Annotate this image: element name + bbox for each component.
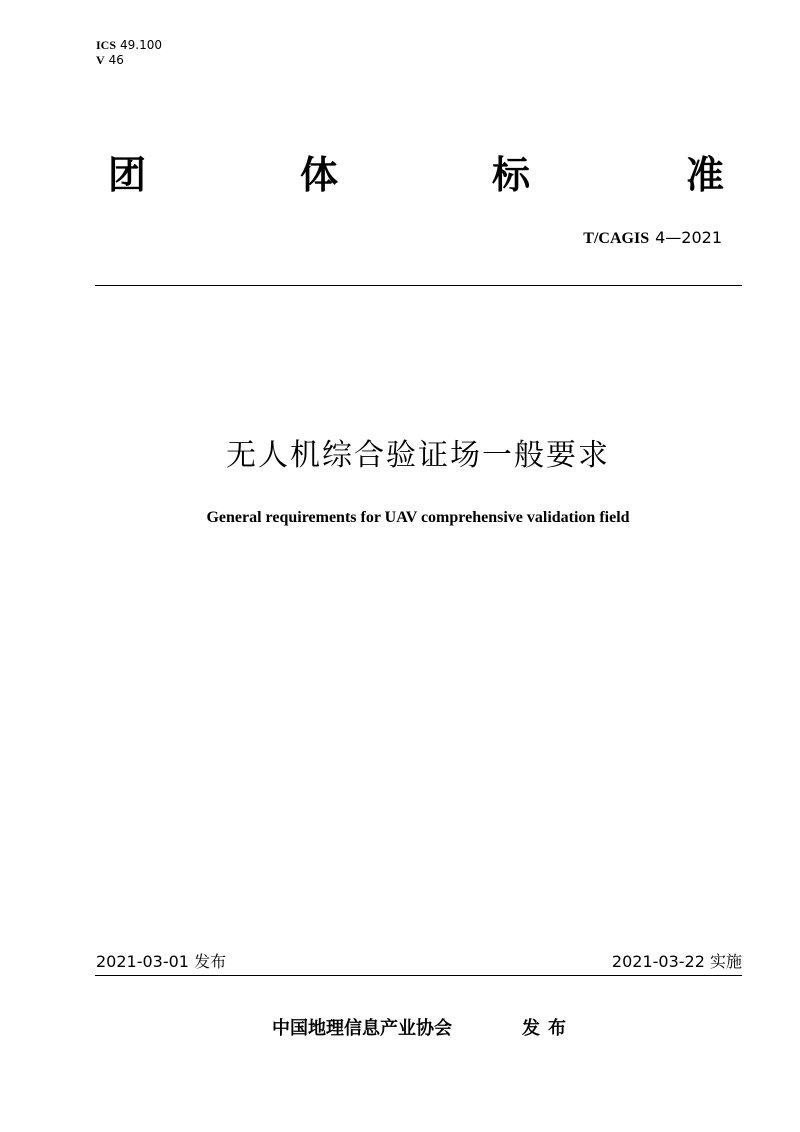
ics-code: 49.100: [120, 38, 163, 52]
standard-number: [583, 228, 722, 249]
ccs-code: 46: [108, 53, 124, 67]
bottom-divider: [95, 975, 742, 976]
standard-type-char-4: 准: [686, 153, 725, 197]
standard-number-suffix: 4—2021: [655, 228, 722, 247]
title-chinese: 无人机综合验证场一般要求: [226, 438, 610, 473]
ccs-classification: [96, 53, 124, 67]
standard-type-char-3: 标: [492, 153, 531, 197]
title-english: General requirements for UAV comprehensive validation field: [206, 509, 630, 526]
ics-classification: [96, 38, 162, 52]
ics-label: ICS: [96, 38, 117, 52]
standard-type-char-2: 体: [300, 153, 339, 197]
standard-number-prefix: T/CAGIS: [583, 230, 650, 247]
standard-type-char-1: 团: [108, 153, 147, 197]
release-date: 2021-03-01 发布: [96, 952, 227, 971]
top-divider: [95, 285, 742, 286]
publisher-organization: 中国地理信息产业协会: [272, 1018, 452, 1039]
ccs-label: V: [96, 53, 105, 67]
publish-label: 发布: [522, 1018, 574, 1039]
implementation-date: 2021-03-22 实施: [611, 952, 742, 971]
